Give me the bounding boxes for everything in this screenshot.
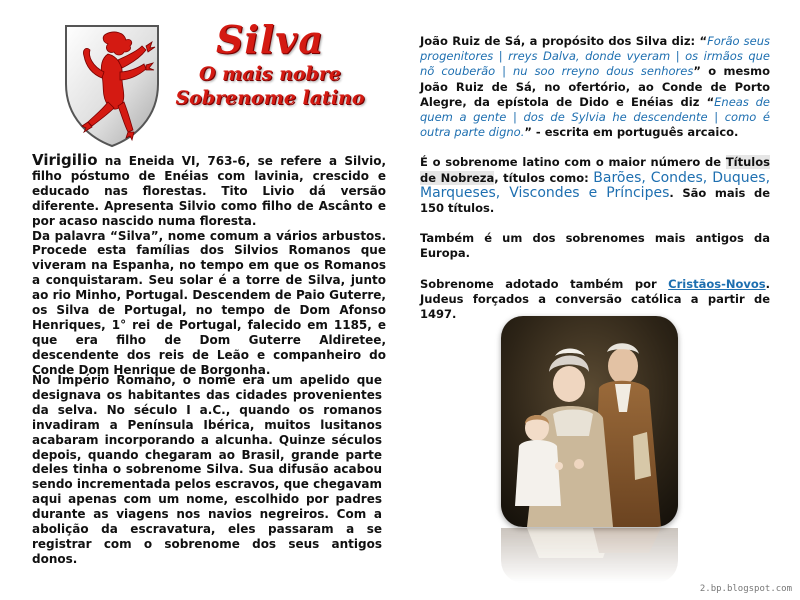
watermark-source: 2.bp.blogspot.com <box>699 584 792 594</box>
paragraph-joao-ruiz <box>420 34 770 140</box>
joao-ruiz-text-1: João Ruiz de Sá, a propósito dos Silva diz: “ <box>420 34 708 48</box>
paragraph-roman-empire: No Império Romano, o nome era um apelido que designava os habitantes das cidades provenientes da selva. No século I a.C., quando os romanos invadiram a Península Ibérica, muitos lusitanos acabaram incorporando a alcunha. Quinze séculos depois, quando chegaram ao Brasil, grande parte deles tinha o sobrenome Silva. Sua difusão acabou sendo incrementada pelos escravos, que chegavam aqui apenas com um nome, escolhido por padres durante as viagens nos navios negreiros. Com a abolição da escravatura, eles passaram a se registrar com o sobrenome dos seus antigos donos. <box>32 373 382 566</box>
portrait-reflection-image <box>501 528 678 583</box>
joao-ruiz-text-2: ” o mesmo João Ruiz de Sá, no ofertório, ao Conde de Porto Alegre, da epístola de Dido e Enéias diz “ <box>420 64 771 109</box>
cristaos-text-2: . Judeus forçados a conversão católica a partir de 1497. <box>420 276 770 322</box>
portrait-reflection <box>501 528 678 583</box>
nobility-text-3: . São mais de 150 títulos. <box>420 185 770 216</box>
family-portrait-painting <box>501 316 678 527</box>
paragraph-origin: Da palavra “Silva”, nome comum a vários arbustos. Procede esta famílias dos Silvios Romanos que viveram na Espanha, no tempo em que os Romanos a conquistaram. Seu solar é a torre de Silva, junto ao rio Minho, Portugal. Descendem de Paio Guterre, os Silva de Portugal, no tempo de Dom Afonso Henriques, 1° rei de Portugal, falecido em 1185, e que era filho de Dom Guterre Aldiretee, descendente dos reis de Leão e companheiro do Conde Dom Henrique de Borgonha. <box>32 228 386 377</box>
nobility-text-1: É o sobrenome latino com o maior número de <box>420 155 726 170</box>
coat-of-arms-shield-icon <box>62 22 162 150</box>
paragraph-nobility <box>420 155 770 216</box>
lead-word-virigilio: Virigilio <box>32 151 98 169</box>
page-title: Silva <box>215 17 324 62</box>
joao-ruiz-text-3: ” - escrita em português arcaico. <box>524 125 739 140</box>
portrait-image <box>501 316 678 527</box>
nobility-titles-list: Barões, Condes, Duques, Marqueses, Viscondes e Príncipes <box>420 169 771 201</box>
titulos-de-nobreza-highlight: Títulos de Nobreza <box>420 155 770 185</box>
paragraph-virgilio <box>32 153 386 229</box>
paragraph-oldest: Também é um dos sobrenomes mais antigos da Europa. <box>420 231 770 261</box>
left-column-top <box>32 153 386 378</box>
quote-progenitores: Forão seus progenitores | rreys Dalva, donde vyeram | os irmãos que nõ couberão | nu soo rreyno dous senhores <box>420 34 770 79</box>
cristaos-novos-link[interactable]: Cristãos-Novos <box>668 276 766 291</box>
nobility-text-2: , títulos como: <box>494 170 594 185</box>
paragraph-virgilio-text: na Eneida VI, 763-6, se refere a Silvio, filho póstumo de Enéias com lavinia, crescido e educado nas florestas. Tito Livio dá versão diferente. Apresenta Silvio como filho de Ascânto e por acaso nascido numa floresta. <box>32 154 386 228</box>
left-column-bottom <box>32 373 382 567</box>
right-column <box>420 34 770 337</box>
quote-eneas: Eneas de quem a gente | dos de Sylvia he descendente | como é outra parte digno. <box>420 94 771 140</box>
subtitle-line-2: Sobrenome latino <box>175 87 365 109</box>
cristaos-text-1: Sobrenome adotado também por <box>420 276 669 291</box>
subtitle-line-1: O mais nobre <box>199 63 341 85</box>
page-title-block <box>170 18 370 110</box>
